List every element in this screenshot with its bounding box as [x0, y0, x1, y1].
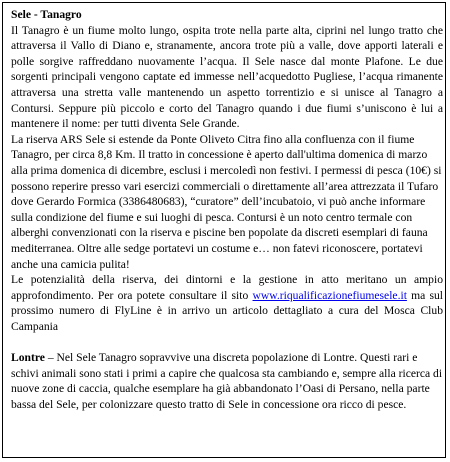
paragraph-otters: [11, 350, 443, 412]
website-link[interactable]: www.riqualificazionefiumesele.it: [252, 288, 407, 302]
article-title: Sele - Tanagro: [11, 8, 82, 21]
paragraph-website: [11, 272, 443, 334]
paragraph-reserve: La riserva ARS Sele si estende da Ponte Oliveto Citra fino alla confluenza con il fiume Tanagro, per circa 8,8 Km. Il tratto in concessione è aperto dall'ultima domenica di marzo alla prima domenica di dicembre, esclusi i mercoledì non festivi. I permessi di pesca (10€) si possono reperire presso vari esercizi commerciali o direttamente all’area attrezzata il Tufaro dove Gerardo Formica (3386480683), “curatore” dell’incubatoio, vi può anche informare sulla condizione del fiume e sui luoghi di pesca. Contursi è un noto centro termale con alberghi convenzionati con la riserva e piscine ben popolate da discreti esemplari di fauna mediterranea. Oltre alle sedge portatevi un costume e… non fatevi riconoscere, portatevi anche una camicia pulita!: [11, 132, 442, 271]
otters-text: – Nel Sele Tanagro sopravvive una discreta popolazione di Lontre. Questi rari e schivi animali sono stati i primi a capire che qualcosa sta cambiando e, sempre alla ricerca di nuove zone di caccia, qualche esemplare ha già abbandonato l’Oasi di Persano, nella parte bassa del Sele, per colonizzare questo tratto di Sele in concessione ora ricco di pesce.: [11, 351, 443, 411]
text-box: [2, 2, 446, 458]
blank-line: [11, 334, 443, 350]
paragraph-rivers: Il Tanagro è un fiume molto lungo, ospita trote nella parte alta, ciprini nel lungo tratto che attraversa il Vallo di Diano e, stranamente, ancora trote più a valle, dove apporti laterali e polle sorgive raffreddano nuovamente l’acqua. Il Sele nasce dal monte Plafone. Le due sorgenti principali vengono captate ed immesse nell’acquedotto Pugliese, l’acqua rimanente attraversa una stretta valle mantenendo un aspetto torrentizio e si unisce al Tanagro a Contursi. Seppure più piccolo e corto del Tanagro quando i due fiumi s’uniscono è lui a mantenere il nome: per tutti diventa Sele Grande.: [11, 23, 443, 131]
paragraph-website-after: ma sul prossimo numero di FlyLine è in arrivo un articolo dettagliato a cura del Mosca Club Campania: [11, 288, 443, 333]
article-body: [11, 7, 443, 412]
paragraph-website-before: Le potenzialità della riserva, dei dintorni e la gestione in atto meritano un ampio approfondimento. Per ora potete consultare il sito: [11, 273, 443, 302]
otters-heading: Lontre: [11, 351, 45, 365]
